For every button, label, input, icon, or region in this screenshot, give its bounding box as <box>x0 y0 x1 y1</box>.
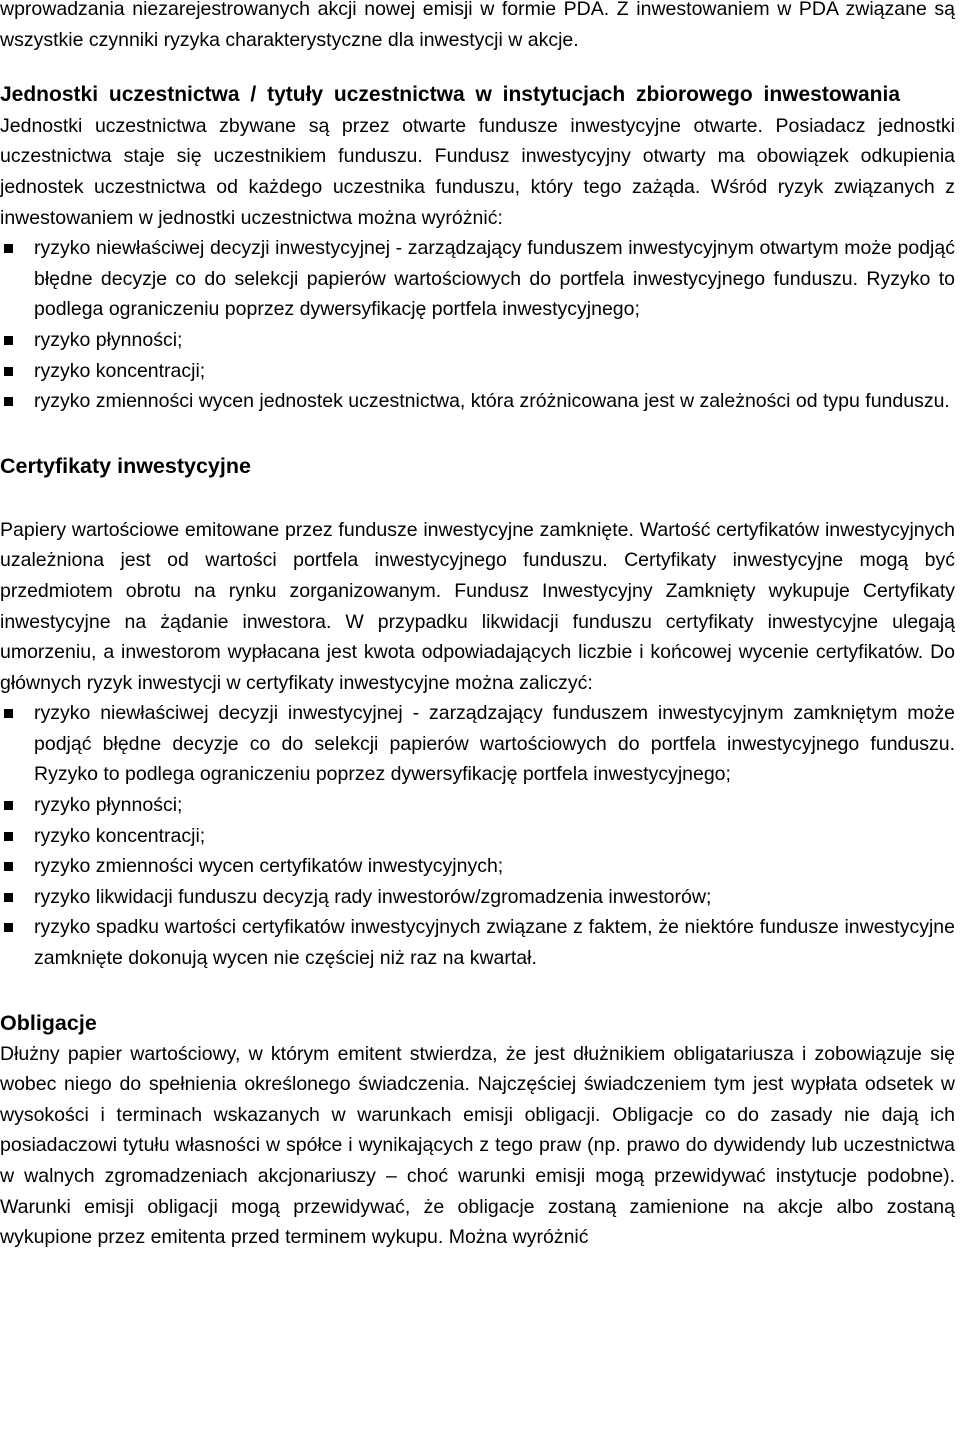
square-bullet-icon <box>4 367 13 376</box>
square-bullet-icon <box>4 709 13 718</box>
square-bullet-icon <box>4 397 13 406</box>
list-item-text: ryzyko zmienności wycen certyfikatów inwestycyjnych; <box>34 855 504 878</box>
square-bullet-icon <box>4 923 13 932</box>
list-item <box>0 882 955 913</box>
list-item-text: ryzyko płynności; <box>34 328 183 351</box>
list-item-text: ryzyko niewłaściwej decyzji inwestycyjnej - zarządzający funduszem inwestycyjnym zamkniętym może podjąć błędne decyzje co do selekcji papierów wartościowych do portfela inwestycyjnego funduszu. Ryzyko to podlega ograniczeniu poprzez dywersyfikację portfela inwestycyjnego; <box>34 702 955 786</box>
square-bullet-icon <box>4 893 13 902</box>
list-item-text: ryzyko płynności; <box>34 794 183 817</box>
list-item-text: ryzyko spadku wartości certyfikatów inwestycyjnych związane z faktem, że niektóre fundusze inwestycyjne zamknięte dokonują wycen nie częściej niż raz na kwartał. <box>34 916 955 970</box>
intro-paragraph: wprowadzania niezarejestrowanych akcji nowej emisji w formie PDA. Z inwestowaniem w PDA związane są wszystkie czynniki ryzyka charakterystyczne dla inwestycji w akcje. <box>0 0 955 51</box>
list-item <box>0 790 955 821</box>
units-risk-list <box>0 233 955 417</box>
square-bullet-icon <box>4 801 13 810</box>
list-item <box>0 386 955 417</box>
bonds-paragraph: Dłużny papier wartościowy, w którym emitent stwierdza, że jest dłużnikiem obligatariusza i zobowiązuje się wobec niego do spełnienia określonego świadczenia. Najczęściej świadczeniem tym jest wypłata odsetek w wysokości i terminach wskazanych w warunkach emisji obligacji. Obligacje co do zasady nie dają ich posiadaczowi tytułu własności w spółce i wynikających z tego praw (np. prawo do dywidendy lub uczestnictwa w walnych zgromadzeniach akcjonariuszy – choć warunki emisji mogą przewidywać instytucje podobne). Warunki emisji obligacji mogą przewidywać, że obligacje zostaną zamienione na akcje albo zostaną wykupione przez emitenta przed terminem wykupu. Można wyróżnić <box>0 1042 955 1249</box>
list-item-text: ryzyko likwidacji funduszu decyzją rady inwestorów/zgromadzenia inwestorów; <box>34 885 712 908</box>
spacer <box>0 482 955 515</box>
list-item-text: ryzyko zmienności wycen jednostek uczestnictwa, która zróżnicowana jest w zależności od typu funduszu. <box>34 390 950 413</box>
square-bullet-icon <box>4 244 13 253</box>
units-paragraph: Jednostki uczestnictwa zbywane są przez otwarte fundusze inwestycyjne otwarte. Posiadacz jednostki uczestnictwa staje się uczestnikiem funduszu. Fundusz inwestycyjny otwarty ma obowiązek odkupienia jednostek uczestnictwa od każdego uczestnika funduszu, który tego zażąda. Wśród ryzyk związanych z inwestowaniem w jednostki uczestnictwa można wyróżnić: <box>0 114 955 229</box>
square-bullet-icon <box>4 832 13 841</box>
certificates-risk-list <box>0 698 955 973</box>
list-item <box>0 356 955 387</box>
list-item <box>0 233 955 325</box>
list-item-text: ryzyko koncentracji; <box>34 824 206 847</box>
square-bullet-icon <box>4 862 13 871</box>
list-item-text: ryzyko niewłaściwej decyzji inwestycyjnej - zarządzający funduszem inwestycyjnym otwartym może podjąć błędne decyzje co do selekcji papierów wartościowych do portfela inwestycyjnego funduszu. Ryzyko to podlega ograniczeniu poprzez dywersyfikację portfela inwestycyjnego; <box>34 237 955 321</box>
list-item <box>0 325 955 356</box>
certificates-paragraph: Papiery wartościowe emitowane przez fundusze inwestycyjne zamknięte. Wartość certyfikatów inwestycyjnych uzależniona jest od wartości portfela inwestycyjnego funduszu. Certyfikaty inwestycyjne mogą być przedmiotem obrotu na rynku zorganizowanym. Fundusz Inwestycyjny Zamknięty wykupuje Certyfikaty inwestycyjne na żądanie inwestora. W przypadku likwidacji funduszu certyfikaty inwestycyjne ulegają umorzeniu, a inwestorom wypłacana jest kwota odpowiadających liczbie i końcowej wycenie certyfikatów. Do głównych ryzyk inwestycji w certyfikaty inwestycyjne można zaliczyć: <box>0 518 955 694</box>
spacer <box>0 55 955 80</box>
units-heading: Jednostki uczestnictwa / tytuły uczestnictwa w instytucjach zbiorowego inwestowania <box>0 83 901 107</box>
spacer <box>0 417 955 451</box>
list-item <box>0 698 955 790</box>
certificates-heading: Certyfikaty inwestycyjne <box>0 453 251 478</box>
list-item <box>0 851 955 882</box>
bonds-heading: Obligacje <box>0 1010 97 1035</box>
list-item <box>0 912 955 973</box>
spacer <box>0 974 955 1008</box>
list-item <box>0 821 955 852</box>
list-item-text: ryzyko koncentracji; <box>34 359 206 382</box>
square-bullet-icon <box>4 336 13 345</box>
